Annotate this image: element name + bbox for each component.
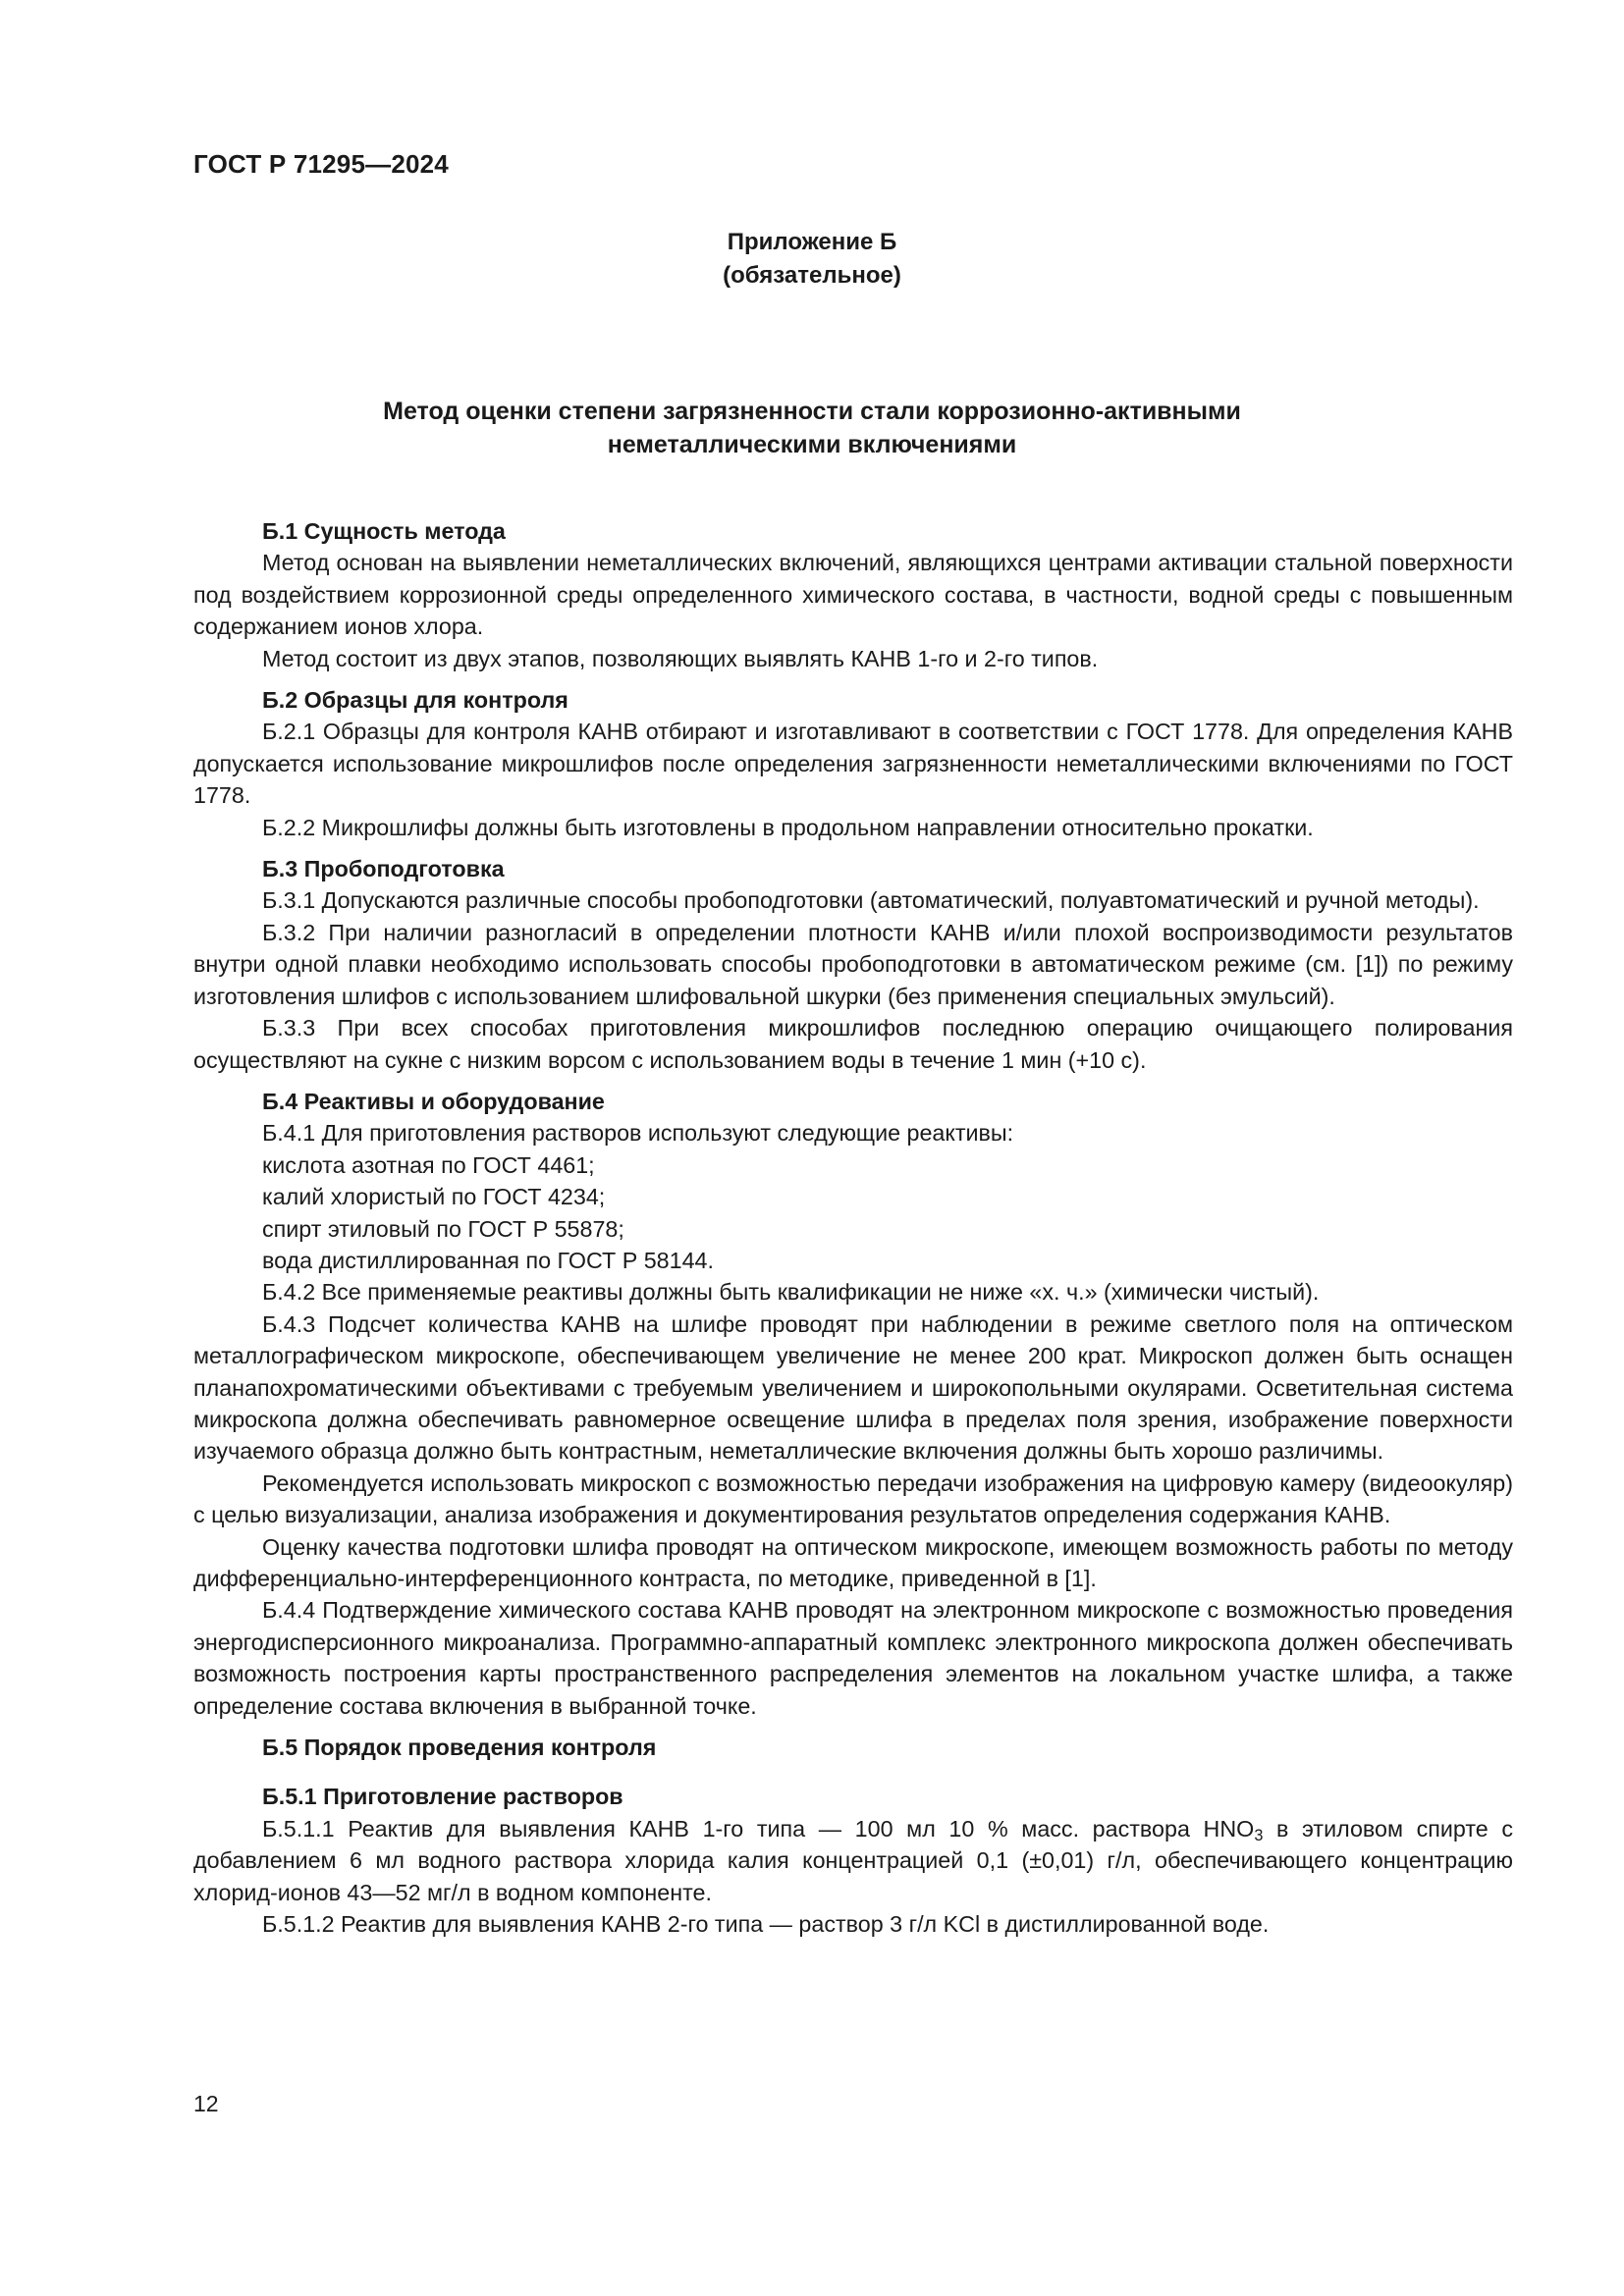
paragraph: Б.3.1 Допускаются различные способы пробоподготовки (автоматический, полуавтоматический и ручной методы). <box>262 887 1480 914</box>
main-title-line-2: неметаллическими включениями <box>607 431 1017 458</box>
section-heading-b5: Б.5 Порядок проведения контроля <box>262 1735 657 1761</box>
section-heading-b1: Б.1 Сущность метода <box>262 518 506 544</box>
appendix-kind: (обязательное) <box>723 262 901 289</box>
paragraph: Б.3.2 При наличии разногласий в определении плотности КАНВ и/или плохой воспроизводимости результатов внутри одной плавки необходимо использовать способы пробоподготовки в автоматическом режиме (см. [1]) по режиму изготовления шлифов с использованием шлифовальной шкурки (без применения специальных эмульсий). <box>193 919 1513 1009</box>
paragraph-text: в этиловом спирте с добавлением 6 мл водного раствора хлорида калия концентрацией 0,1 (±0,01) г/л, обеспечивающего концентрацию хлорид-ионов 43—52 мг/л в водном компоненте. <box>193 1815 1513 1905</box>
paragraph: Б.3.3 При всех способах приготовления микрошлифов последнюю операцию очищающего полирования осуществляют на сукне с низким ворсом с использованием воды в течение 1 мин (+10 с). <box>193 1015 1513 1073</box>
paragraph: Б.2.2 Микрошлифы должны быть изготовлены в продольном направлении относительно прокатки. <box>262 814 1314 840</box>
paragraph: Б.4.3 Подсчет количества КАНВ на шлифе проводят при наблюдении в режиме светлого поля на оптическом металлографическом микроскопе, обеспечивающем увеличение не менее 200 крат. Микроскоп должен быть оснащен планапохроматическими объективами с требуемым увеличением и широкопольными окулярами. Осветительная система микроскопа должна обеспечивать равномерное освещение шлифа в пределах поля зрения, изображение поверхности изучаемого образца должно быть контрастным, неметаллические включения должны быть хорошо различимы. <box>193 1310 1513 1465</box>
paragraph: Б.4.2 Все применяемые реактивы должны быть квалификации не ниже «х. ч.» (химически чистый). <box>262 1279 1320 1306</box>
reagent-list-item: спирт этиловый по ГОСТ Р 55878; <box>262 1215 624 1242</box>
document-id: ГОСТ Р 71295—2024 <box>193 149 449 179</box>
paragraph: Б.2.1 Образцы для контроля КАНВ отбирают и изготавливают в соответствии с ГОСТ 1778. Для определения КАНВ допускается использование микрошлифов после определения загрязненности неметаллическими включениями по ГОСТ 1778. <box>193 719 1513 809</box>
paragraph: Б.4.4 Подтверждение химического состава КАНВ проводят на электронном микроскопе с возможностью проведения энергодисперсионного микроанализа. Программно-аппаратный комплекс электронного микроскопа должен обеспечивать возможность построения карты пространственного распределения элементов на локальном участке шлифа, а также определение состава включения в выбранной точке. <box>193 1597 1513 1719</box>
paragraph: Оценку качества подготовки шлифа проводят на оптическом микроскопе, имеющем возможность работы по методу дифференциально-интерференционного контраста, по методике, приведенной в [1]. <box>193 1533 1513 1591</box>
subscript: 3 <box>1254 1826 1264 1844</box>
paragraph: Рекомендуется использовать микроскоп с возможностью передачи изображения на цифровую камеру (видеоокуляр) с целью визуализации, анализа изображения и документирования результатов определения содержания КАНВ. <box>193 1469 1513 1528</box>
main-title <box>226 395 1398 461</box>
section-heading-b2: Б.2 Образцы для контроля <box>262 687 568 714</box>
section-heading-b4: Б.4 Реактивы и оборудование <box>262 1088 605 1114</box>
paragraph: Метод основан на выявлении неметаллических включений, являющихся центрами активации стальной поверхности под воздействием коррозионной среды определенного химического состава, в частности, водной среды с повышенным содержанием ионов хлора. <box>193 550 1513 640</box>
section-heading-b3: Б.3 Пробоподготовка <box>262 856 505 882</box>
page-number: 12 <box>193 2091 219 2116</box>
reagent-list-item: вода дистиллированная по ГОСТ Р 58144. <box>262 1247 714 1273</box>
document-body <box>193 515 1513 1940</box>
reagent-list-item: калий хлористый по ГОСТ 4234; <box>262 1184 606 1210</box>
paragraph: Б.4.1 Для приготовления растворов используют следующие реактивы: <box>262 1120 1014 1147</box>
main-title-line-1: Метод оценки степени загрязненности стали коррозионно-активными <box>383 398 1241 425</box>
paragraph: Метод состоит из двух этапов, позволяющих выявлять КАНВ 1-го и 2-го типов. <box>262 645 1099 671</box>
paragraph: Б.5.1.2 Реактив для выявления КАНВ 2-го типа — раствор 3 г/л KCl в дистиллированной воде. <box>262 1911 1270 1938</box>
paragraph-text: Б.5.1.1 Реактив для выявления КАНВ 1-го типа — 100 мл 10 % масс. раствора HNO <box>262 1815 1255 1842</box>
paragraph-b5-1-1 <box>193 1813 1513 1908</box>
appendix-title: Приложение Б <box>727 229 897 255</box>
subsection-heading-b5-1: Б.5.1 Приготовление растворов <box>262 1784 623 1810</box>
reagent-list-item: кислота азотная по ГОСТ 4461; <box>262 1151 595 1178</box>
